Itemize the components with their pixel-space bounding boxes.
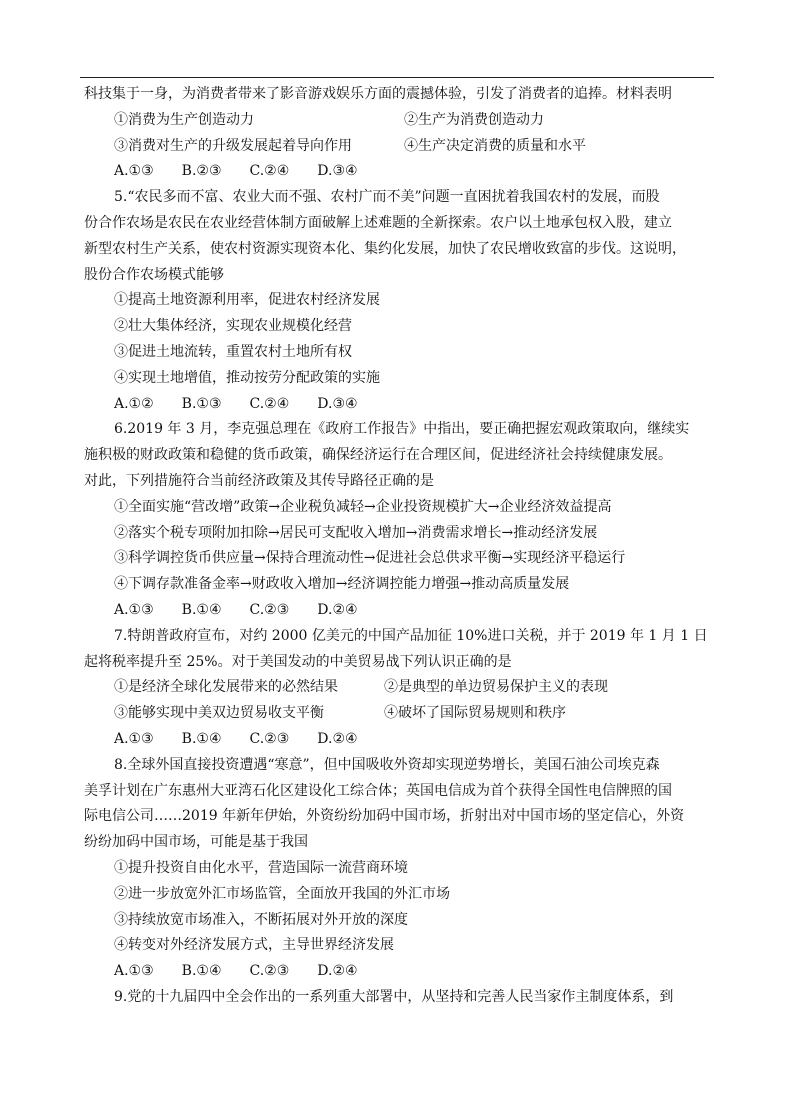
question-stem-line: 科技集于一身，为消费者带来了影音游戏娱乐方面的震撼体验，引发了消费者的追捧。材料表明	[84, 86, 672, 102]
option-1: ①是经济全球化发展带来的必然结果	[114, 679, 338, 696]
answer-d: D.②④	[317, 601, 358, 618]
answer-choices	[84, 598, 712, 624]
answer-c: C.②③	[249, 963, 290, 980]
option-row	[84, 701, 712, 727]
exam-page	[84, 82, 712, 1011]
option-3: ③消费对生产的升级发展起着导向作用	[114, 137, 352, 154]
question-stem-line: 施积极的财政政策和稳健的货币政策，确保经济运行在合理区间，促进经济社会持续健康发展。	[84, 447, 672, 464]
question-stem-line: 起将税率提升至 25%。对于美国发动的中美贸易战下列认识正确的是	[84, 653, 512, 670]
question-stem-line: 新型农村生产关系，使农村资源实现资本化、集约化发展，加快了农民增收致富的步伐。这说明，	[84, 240, 686, 257]
answer-d: D.②④	[317, 730, 358, 747]
answer-a: A.①②	[114, 395, 154, 412]
option-1: ①提升投资自由化水平，营造国际一流营商环境	[114, 859, 408, 876]
answer-b: B.①④	[181, 601, 222, 618]
answer-d: D.③④	[317, 395, 358, 412]
answer-d: D.③④	[317, 163, 358, 180]
question-stem-line: 9.党的十九届四中全会作出的一系列重大部署中，从坚持和完善人民当家作主制度体系，到	[114, 988, 674, 1005]
answer-a: A.①③	[114, 730, 154, 747]
answer-choices	[84, 959, 712, 985]
answer-c: C.②③	[249, 601, 290, 618]
answer-a: A.①③	[114, 963, 154, 980]
option-2: ②壮大集体经济，实现农业规模化经营	[114, 318, 352, 335]
question-stem-line: 美孚计划在广东惠州大亚湾石化区建设化工综合体；英国电信成为首个获得全国性电信牌照的国	[84, 782, 672, 799]
option-row	[84, 675, 712, 701]
header-rule	[80, 77, 714, 78]
answer-d: D.②④	[317, 963, 358, 980]
answer-b: B.①④	[181, 730, 222, 747]
question-stem-line: 份合作农场是农民在农业经营体制方面破解上述难题的全新探索。农户以土地承包权入股，建立	[84, 214, 672, 231]
option-3: ③促进土地流转，重置农村土地所有权	[114, 343, 352, 360]
option-3: ③持续放宽市场准入，不断拓展对外开放的深度	[114, 911, 408, 928]
question-stem-line: 7.特朗普政府宣布，对约 2000 亿美元的中国产品加征 10%进口关税，并于 2019 年 1 月 1 日	[114, 627, 708, 644]
question-8	[84, 753, 712, 985]
answer-a: A.①③	[114, 601, 154, 618]
option-2: ②是典型的单边贸易保护主义的表现	[384, 679, 608, 696]
option-2: ②落实个税专项附加扣除→居民可支配收入增加→消费需求增长→推动经济发展	[114, 524, 598, 541]
option-4: ④生产决定消费的质量和水平	[404, 137, 586, 154]
question-stem-line: 5.“农民多而不富、农业大而不强、农村广而不美”问题一直困扰着我国农村的发展，而股	[114, 189, 660, 206]
question-4	[84, 82, 712, 185]
question-stem-line: 对此，下列措施符合当前经济政策及其传导路径正确的是	[84, 472, 434, 489]
question-6	[84, 417, 712, 623]
question-7	[84, 624, 712, 753]
option-row	[84, 108, 712, 134]
answer-choices	[84, 392, 712, 418]
answer-c: C.②④	[249, 395, 290, 412]
question-stem-line: 际电信公司……2019 年新年伊始，外资纷纷加码中国市场，折射出对中国市场的坚定信心，外资	[84, 808, 685, 825]
option-1: ①全面实施“营改增”政策→企业税负减轻→企业投资规模扩大→企业经济效益提高	[114, 498, 612, 515]
question-stem-line: 纷纷加码中国市场，可能是基于我国	[84, 834, 308, 851]
option-3: ③科学调控货币供应量→保持合理流动性→促进社会总供求平衡→实现经济平稳运行	[114, 550, 626, 567]
option-4: ④下调存款准备金率→财政收入增加→经济调控能力增强→推动高质量发展	[114, 576, 570, 593]
question-9	[84, 985, 712, 1011]
answer-b: B.①③	[181, 395, 222, 412]
option-2: ②进一步放宽外汇市场监管，全面放开我国的外汇市场	[114, 885, 450, 902]
option-4: ④转变对外经济发展方式，主导世界经济发展	[114, 937, 394, 954]
option-1: ①提高土地资源利用率，促进农村经济发展	[114, 292, 380, 309]
question-stem-line: 8.全球外国直接投资遭遇“寒意”，但中国吸收外资却实现逆势增长，美国石油公司埃克森	[114, 756, 660, 773]
answer-b: B.①④	[181, 963, 222, 980]
option-2: ②生产为消费创造动力	[404, 111, 544, 128]
answer-b: B.②③	[181, 163, 222, 180]
option-3: ③能够实现中美双边贸易收支平衡	[114, 705, 324, 722]
option-4: ④破坏了国际贸易规则和秩序	[384, 705, 566, 722]
option-4: ④实现土地增值，推动按劳分配政策的实施	[114, 369, 380, 386]
question-stem-line: 6.2019 年 3 月，李克强总理在《政府工作报告》中指出，要正确把握宏观政策取向，继续实	[114, 421, 690, 438]
question-stem-line: 股份合作农场模式能够	[84, 266, 224, 283]
answer-c: C.②④	[249, 163, 290, 180]
answer-choices	[84, 159, 712, 185]
answer-choices	[84, 727, 712, 753]
question-5	[84, 185, 712, 417]
answer-c: C.②③	[249, 730, 290, 747]
answer-a: A.①③	[114, 163, 154, 180]
option-1: ①消费为生产创造动力	[114, 111, 254, 128]
option-row	[84, 134, 712, 160]
